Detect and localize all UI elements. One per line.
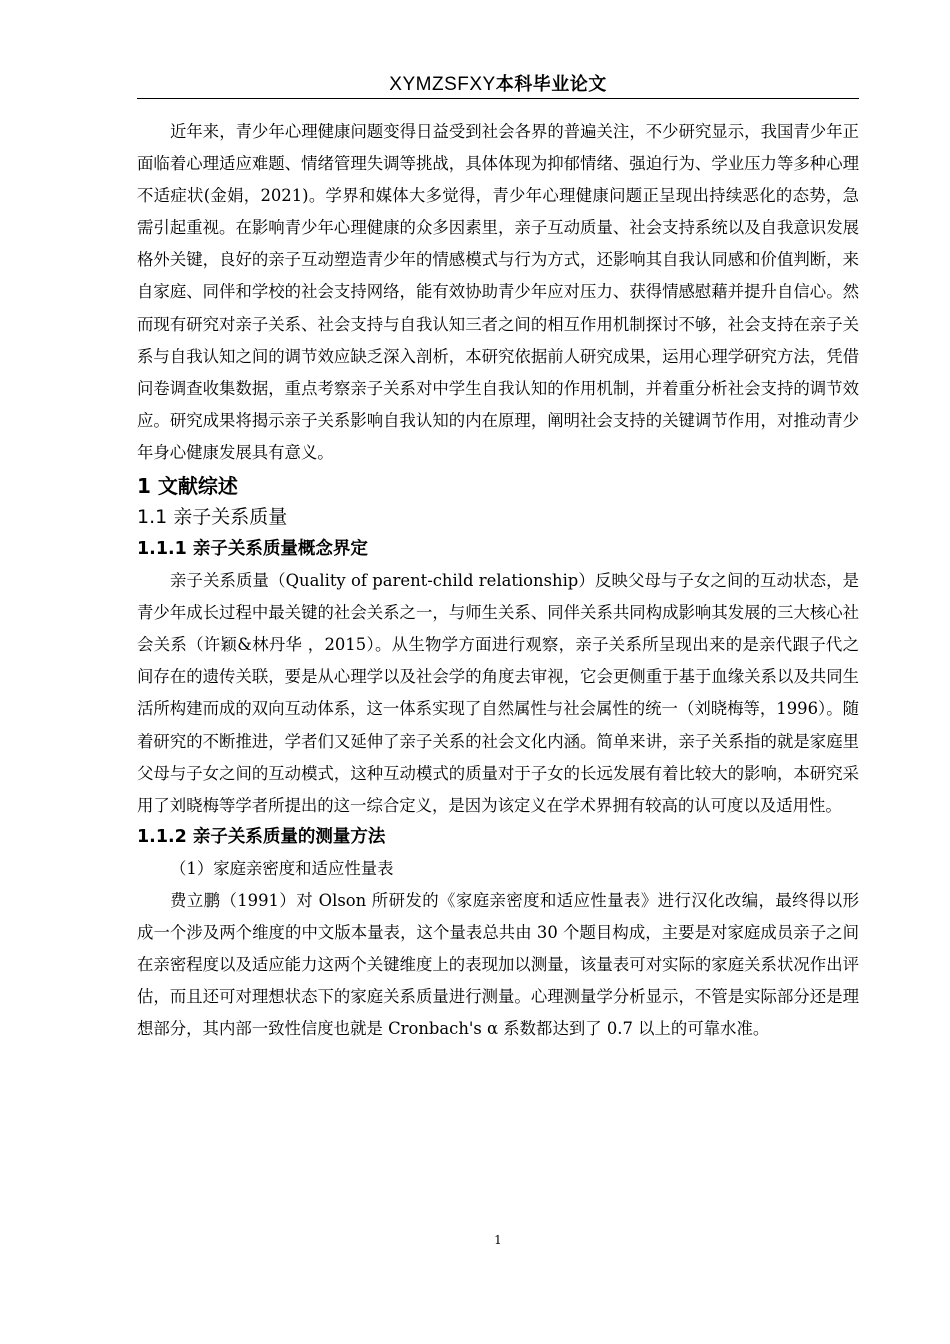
section-heading-1: 1 文献综述 bbox=[137, 474, 238, 499]
page-header bbox=[137, 70, 859, 98]
concept-paragraph: 亲子关系质量（Quality of parent-child relationship）反映父母与子女之间的互动状态，是青少年成长过程中最关键的社会关系之一，与师生关系、同伴关系共同构成影响其发展的三大核心社会关系（许颖&林丹华 ，2015）。从生物学方面进行观察，亲子关系所呈现出来的是亲代跟子代之间存在的遗传关联，要是从心理学以及社会学的角度去审视，它会更侧重于基于血缘关系以及共同生活所构建而成的双向互动体系，这一体系实现了自然属性与社会属性的统一（刘晓梅等，1996）。随着研究的不断推进，学者们又延伸了亲子关系的社会文化内涵。简单来讲，亲子关系指的就是家庭里父母与子女之间的互动模式，这种互动模式的质量对于子女的长远发展有着比较大的影响，本研究采用了刘晓梅等学者所提出的这一综合定义，是因为该定义在学术界拥有较高的认可度以及适用性。 bbox=[137, 571, 859, 815]
header-title-suffix: 本科毕业论文 bbox=[495, 74, 607, 95]
header-title-prefix: XYMZSFXY bbox=[389, 74, 496, 95]
header-divider bbox=[137, 98, 859, 99]
section-heading-1-1-2: 1.1.2 亲子关系质量的测量方法 bbox=[137, 826, 386, 847]
scale-subheading: （1）家庭亲密度和适应性量表 bbox=[170, 858, 394, 878]
scale-paragraph: 费立鹏（1991）对 Olson 所研发的《家庭亲密度和适应性量表》进行汉化改编，最终得以形成一个涉及两个维度的中文版本量表，这个量表总共由 30 个题目构成，主要是对家庭成员亲子之间在亲密程度以及适应能力这两个关键维度上的表现加以测量，该量表可对实际的家庭关系状况作出评估，而且还可对理想状态下的家庭关系质量进行测量。心理测量学分析显示，不管是实际部分还是理想部分，其内部一致性信度也就是 Cronbach's α 系数都达到了 0.7 以上的可靠水准。 bbox=[137, 890, 859, 1039]
section-heading-1-1: 1.1 亲子关系质量 bbox=[137, 506, 288, 529]
section-heading-1-1-1: 1.1.1 亲子关系质量概念界定 bbox=[137, 539, 368, 560]
page-content bbox=[137, 116, 859, 1045]
intro-paragraph: 近年来，青少年心理健康问题变得日益受到社会各界的普遍关注，不少研究显示，我国青少年正面临着心理适应难题、情绪管理失调等挑战，具体体现为抑郁情绪、强迫行为、学业压力等多种心理不适症状(金娟，2021)。学界和媒体大多觉得，青少年心理健康问题正呈现出持续恶化的态势，急需引起重视。在影响青少年心理健康的众多因素里，亲子互动质量、社会支持系统以及自我意识发展格外关键，良好的亲子互动塑造青少年的情感模式与行为方式，还影响其自我认同感和价值判断，来自家庭、同伴和学校的社会支持网络，能有效协助青少年应对压力、获得情感慰藉并提升自信心。然而现有研究对亲子关系、社会支持与自我认知三者之间的相互作用机制探讨不够，社会支持在亲子关系与自我认知之间的调节效应缺乏深入剖析，本研究依据前人研究成果，运用心理学研究方法，凭借问卷调查收集数据，重点考察亲子关系对中学生自我认知的作用机制，并着重分析社会支持的调节效应。研究成果将揭示亲子关系影响自我认知的内在原理，阐明社会支持的关键调节作用，对推动青少年身心健康发展具有意义。 bbox=[137, 122, 859, 462]
page-number: 1 bbox=[494, 1233, 502, 1247]
